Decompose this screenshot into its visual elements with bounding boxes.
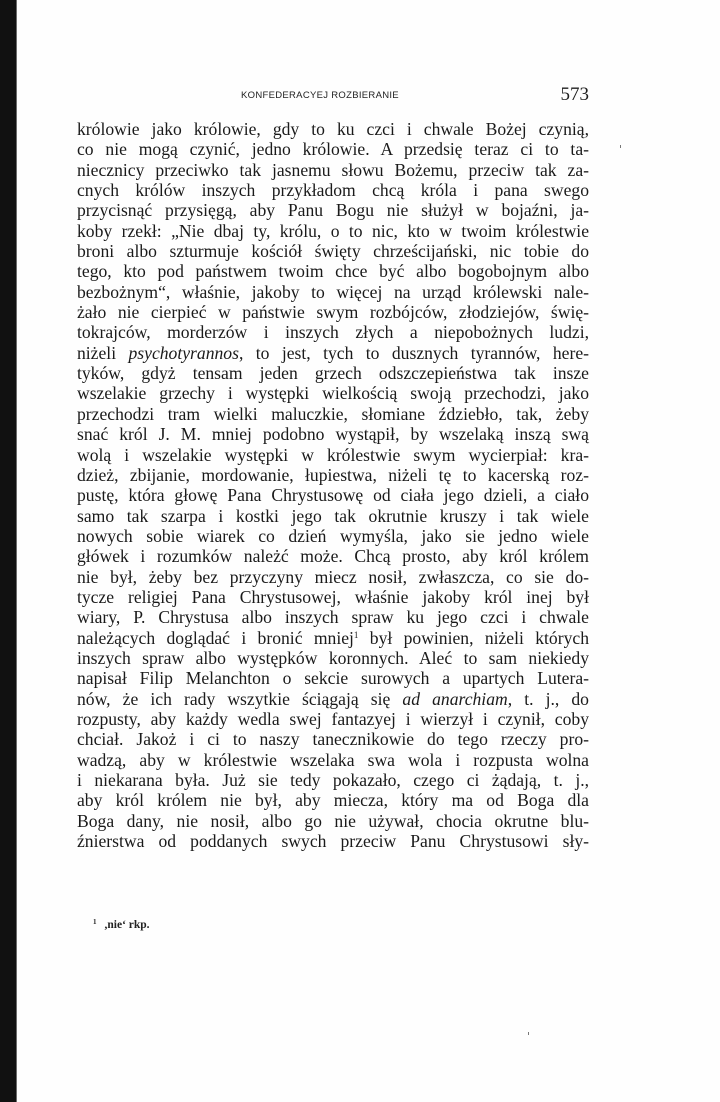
text-line <box>77 322 589 342</box>
text-segment: , to jest, tych to dusznych tyrannów, here- <box>238 342 589 363</box>
text-line <box>77 180 589 200</box>
running-head-title: KONFEDERACYEJ ROZBIERANIE <box>241 90 399 101</box>
text-segment: był powinien, niżeli których <box>358 627 589 648</box>
text-line <box>77 811 589 831</box>
text-segment: wiary, P. Chrystusa albo inszych spraw ku jego czci i chwale <box>77 607 589 628</box>
text-line <box>77 261 589 281</box>
text-segment: aby król królem nie był, aby miecza, który ma od Boga dla <box>77 790 589 811</box>
text-line <box>77 628 589 648</box>
text-line <box>77 567 589 587</box>
text-line <box>77 770 589 790</box>
text-line <box>77 689 589 709</box>
text-line <box>77 200 589 220</box>
text-segment: niżeli <box>77 342 129 363</box>
footnote-reference: 1 <box>353 629 359 640</box>
text-line <box>77 831 589 851</box>
text-line <box>77 343 589 363</box>
page-number: 573 <box>560 84 589 105</box>
text-segment: samo tak szarpa i kostki jego tak okrutnie kruszy i tak wiele <box>77 505 589 526</box>
text-line <box>77 546 589 566</box>
text-line <box>77 241 589 261</box>
text-line <box>77 282 589 302</box>
text-segment: pustę, która głowę Pana Chrystusowę od ciała jego dzieli, a ciało <box>77 485 589 506</box>
text-segment: napisał Filip Melanchton o sekcie surowych a upartych Lutera- <box>77 668 589 689</box>
text-line <box>77 465 589 485</box>
text-segment: nowych sobie wiarek co dzień wymyśla, jako sie jedno wiele <box>77 525 589 546</box>
text-line <box>77 648 589 668</box>
text-line <box>77 729 589 749</box>
text-segment: bezbożnym“, właśnie, jakoby to więcej na urząd królewski nale- <box>77 281 589 302</box>
text-segment: główek i rozumków należć może. Chcą prosto, aby król królem <box>77 546 589 567</box>
text-segment: koby rzekł: „Nie dbaj ty, królu, o to nic, kto w twoim królestwie <box>77 220 589 241</box>
text-line <box>77 709 589 729</box>
text-segment: Boga dany, nie nosił, albo go nie używał, chocia okrutne blu- <box>77 810 589 831</box>
text-segment: , t. j., do <box>507 688 589 709</box>
text-line <box>77 160 589 180</box>
text-segment: niecznicy przeciwko tak jasnemu słowu Bożemu, przeciw tak za- <box>77 159 589 180</box>
text-segment: cnych królów inszych przykładom chcą króla i pana swego <box>77 180 589 201</box>
text-line <box>77 750 589 770</box>
text-line <box>77 302 589 322</box>
text-segment: żało nie cierpieć w państwie swym rozbójców, złodziejów, świę- <box>77 302 589 323</box>
scan-speck <box>528 1032 529 1035</box>
text-segment: wadzą, aby w królestwie wszelaka swa wola i rozpusta wolna <box>77 749 589 770</box>
text-segment: przechodzi tram wielki maluczkie, słomiane ździebło, tak, żeby <box>77 403 589 424</box>
text-line <box>77 119 589 139</box>
text-segment: i niekarana była. Już sie tedy pokazało, czego ci żądają, t. j., <box>77 770 589 790</box>
italic-phrase: ad anarchiam <box>402 688 508 709</box>
text-segment: wolą i wszelakie występki w królestwie swym wycierpiał: kra- <box>77 444 589 465</box>
text-segment: broni albo szturmuje kościół święty chrześcijański, nic tobie do <box>77 241 589 262</box>
text-segment: tego, kto pod państwem twoim chce być albo bogobojnym albo <box>77 261 589 282</box>
footnote <box>93 918 150 931</box>
text-line <box>77 221 589 241</box>
text-segment: nów, że ich rady wszytkie ściągają się <box>77 688 403 709</box>
scan-border <box>0 0 17 1102</box>
text-segment: chciał. Jakoż i ci to naszy tanecznikowie do tego rzeczy pro- <box>77 729 589 750</box>
text-line <box>77 445 589 465</box>
body-text <box>77 119 589 851</box>
text-segment: źnierstwa od poddanych swych przeciw Panu Chrystusowi sły- <box>77 831 589 852</box>
footnote-text: ,nie‘ rkp. <box>104 919 150 931</box>
text-line <box>77 363 589 383</box>
text-segment: tokrajców, morderzów i inszych złych a niepobożnych ludzi, <box>77 322 589 343</box>
text-segment: snać król J. M. mniej podobno wystąpił, by wszelaką inszą swą <box>77 424 589 445</box>
text-segment: inszych spraw albo występków koronnych. Aleć to sam niekiedy <box>77 647 589 668</box>
text-segment: królowie jako królowie, gdy to ku czci i chwale Bożej czynią, <box>77 119 589 139</box>
text-segment: tycze religiej Pana Chrystusowej, właśnie jakoby król inej był <box>77 586 589 607</box>
text-segment: tyków, gdyż tensam jeden grzech odszczepieństwa tak insze <box>77 363 589 384</box>
text-line <box>77 607 589 627</box>
text-line <box>77 668 589 688</box>
running-head <box>77 85 589 109</box>
text-segment: nie był, żeby bez przyczyny miecz nosił, zwłaszcza, co sie do- <box>77 566 589 587</box>
footnote-mark: 1 <box>93 918 97 926</box>
italic-phrase: psychotyrannos <box>128 342 239 363</box>
text-line <box>77 526 589 546</box>
text-segment: dzież, zbijanie, mordowanie, łupiestwa, niżeli tę to kacerską roz- <box>77 464 589 485</box>
text-line <box>77 424 589 444</box>
text-segment: należących doglądać i bronić mniej <box>77 627 354 648</box>
text-line <box>77 383 589 403</box>
text-line <box>77 404 589 424</box>
text-segment: rozpusty, aby każdy wedla swej fantazyej i wierzył i czynił, coby <box>77 708 589 729</box>
scan-speck <box>620 145 621 148</box>
text-line <box>77 506 589 526</box>
text-line <box>77 587 589 607</box>
text-segment: przycisnąć przysięgą, aby Panu Bogu nie służył w bojaźni, ja- <box>77 200 589 221</box>
text-line <box>77 485 589 505</box>
text-segment: wszelakie grzechy i występki wielkością swoją przechodzi, jako <box>77 383 589 404</box>
text-line <box>77 790 589 810</box>
text-segment: co nie mogą czynić, jedno królowie. A przedsię teraz ci to ta- <box>77 139 589 160</box>
text-line <box>77 139 589 159</box>
